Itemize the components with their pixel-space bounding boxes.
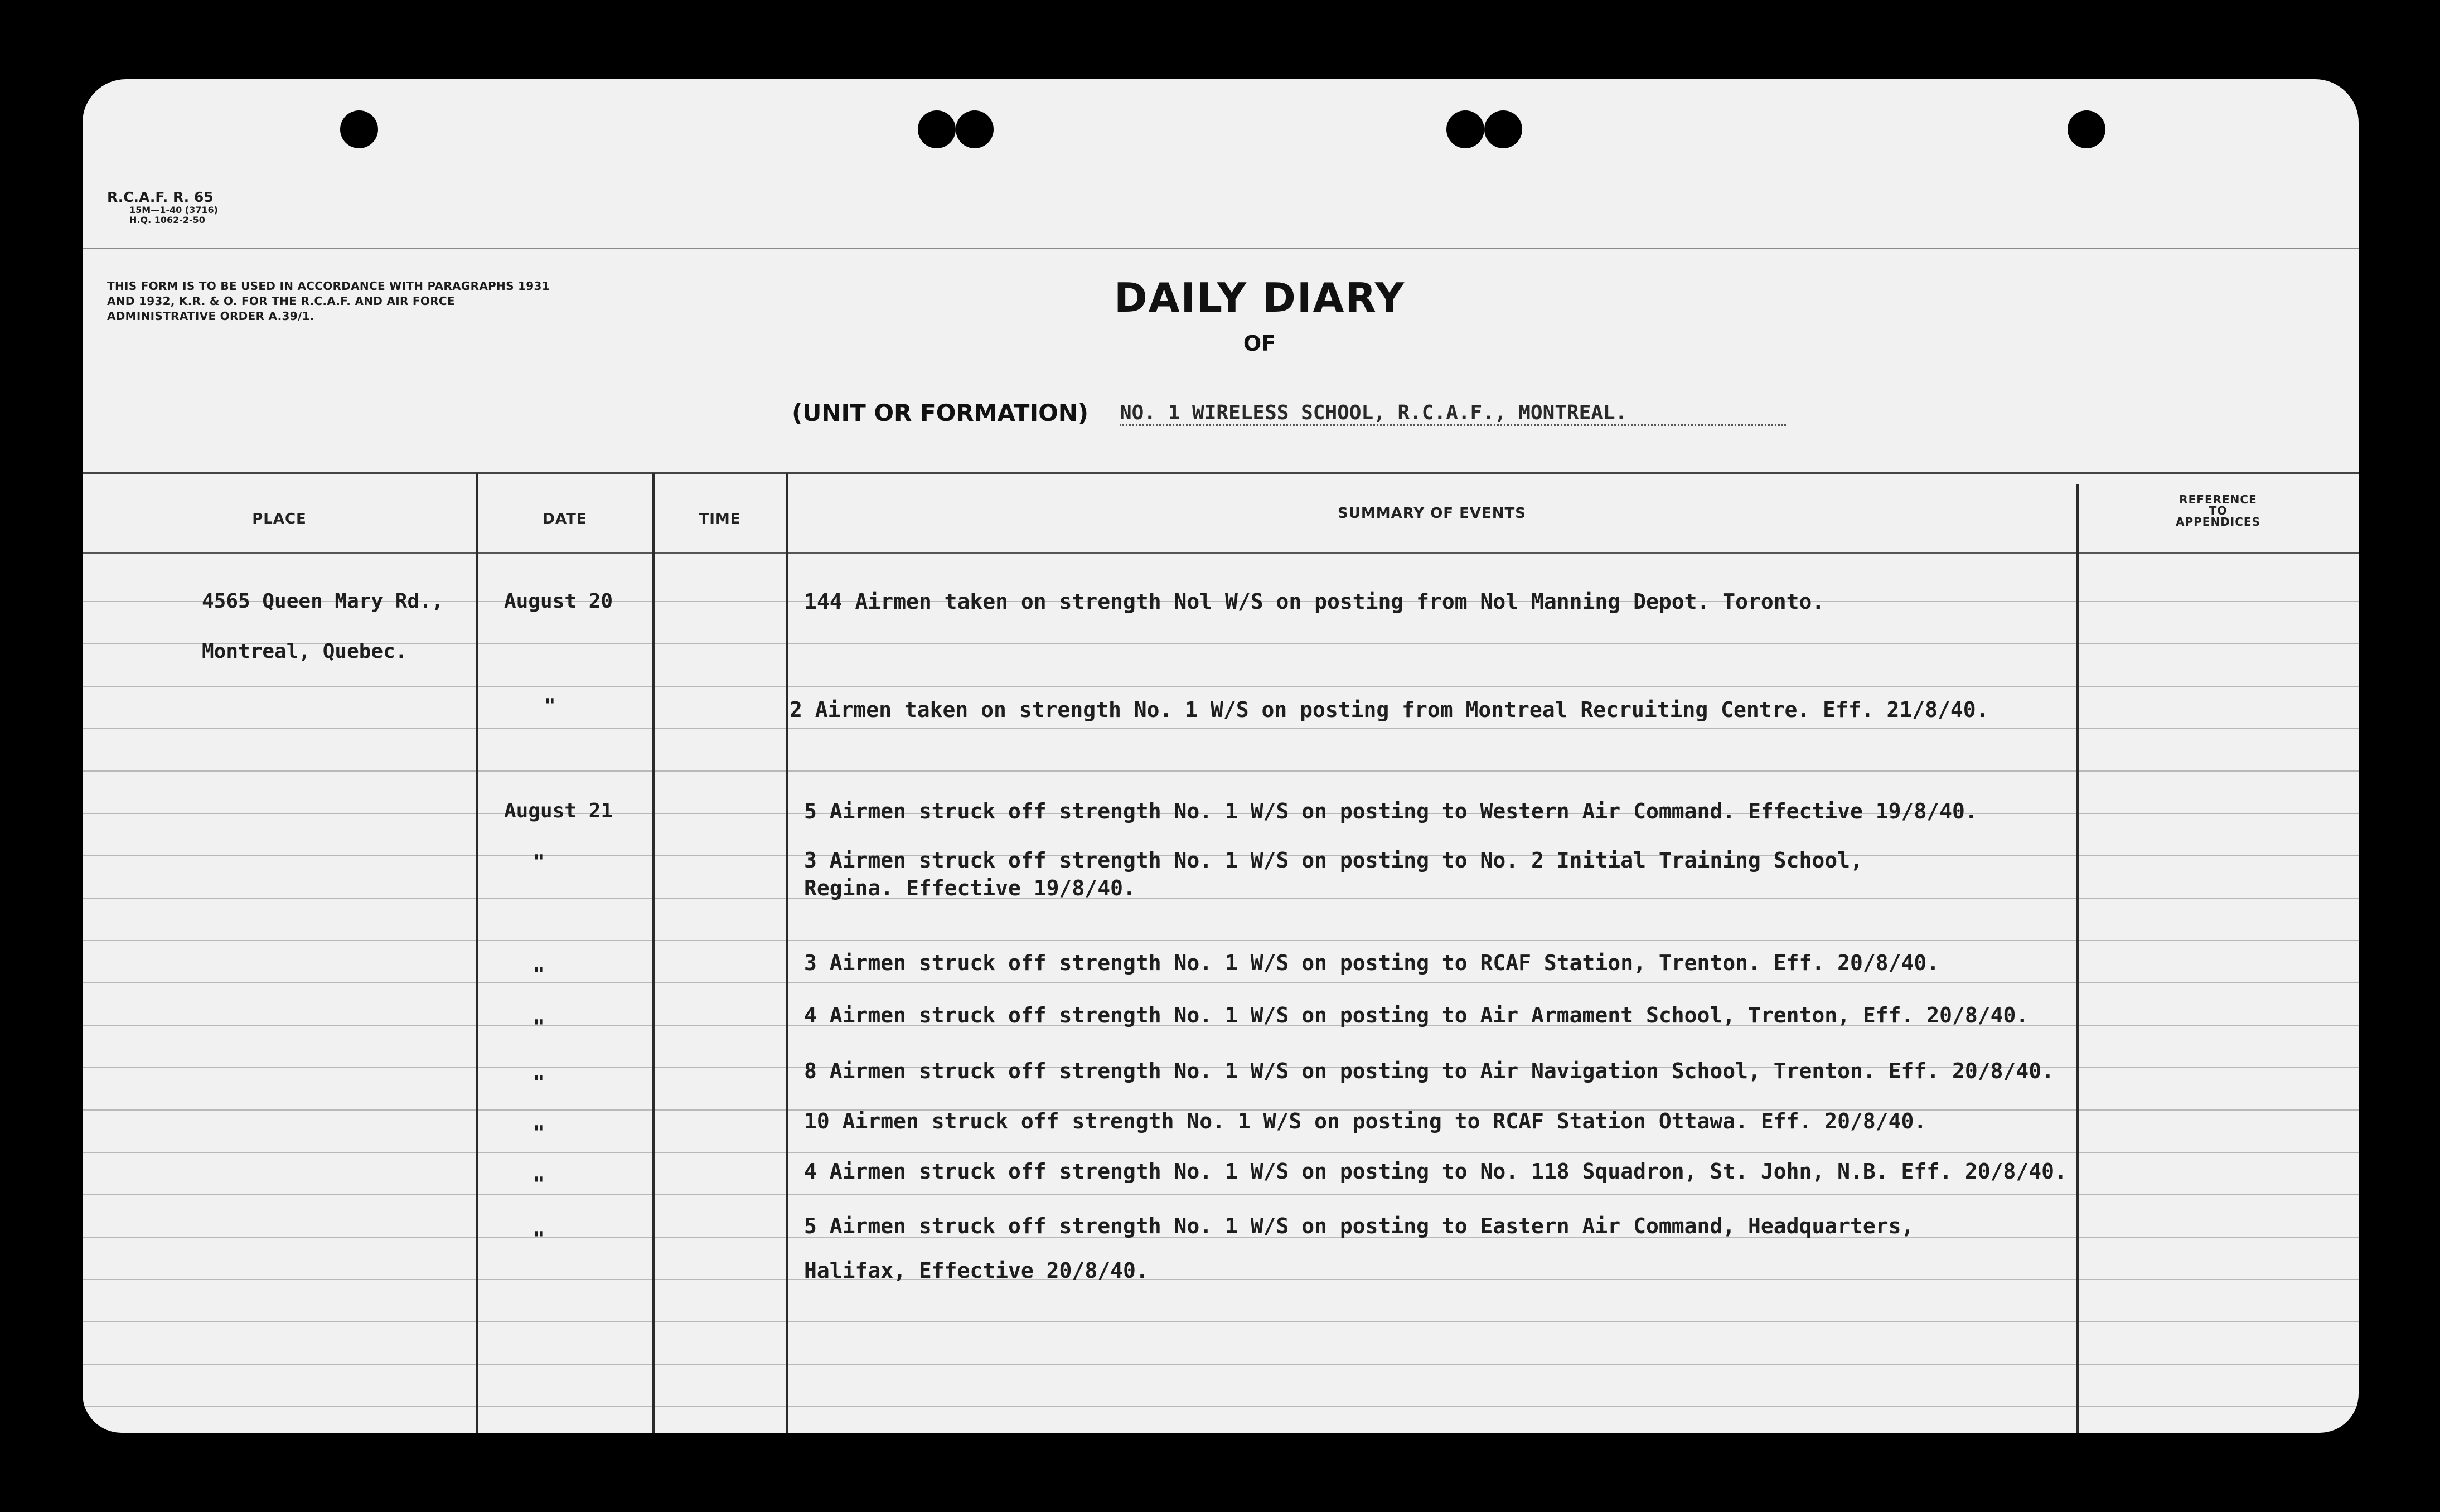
column-divider <box>2076 484 2079 1433</box>
ruled-line <box>83 898 2359 899</box>
ditto-mark: " <box>533 1016 545 1038</box>
event-entry: 2 Airmen taken on strength No. 1 W/S on posting from Montreal Recruiting Centre. Eff. 21/8/40. <box>790 697 1989 722</box>
binder-hole <box>1484 110 1522 148</box>
ruled-line <box>83 982 2359 983</box>
ruled-line <box>83 1406 2359 1407</box>
page-title: DAILY DIARY <box>1114 274 1406 321</box>
date-cell: August 20 <box>504 590 613 613</box>
place-line: 4565 Queen Mary Rd., <box>202 590 444 613</box>
column-divider <box>786 473 788 1433</box>
event-entry: 5 Airmen struck off strength No. 1 W/S on posting to Eastern Air Command, Headquarters, <box>804 1214 1914 1238</box>
unit-label: (UNIT OR FORMATION) <box>792 399 1089 427</box>
event-entry: 8 Airmen struck off strength No. 1 W/S on posting to Air Navigation School, Trenton. Eff. 20/8/40. <box>804 1059 2055 1083</box>
binder-hole <box>2068 110 2105 148</box>
binder-hole <box>918 110 956 148</box>
ditto-mark: " <box>533 851 545 873</box>
date-cell: August 21 <box>504 799 613 822</box>
ruled-line <box>83 728 2359 729</box>
reference-line: APPENDICES <box>2176 515 2260 529</box>
column-header-summary: SUMMARY OF EVENTS <box>1338 505 1526 522</box>
event-entry: Regina. Effective 19/8/40. <box>804 876 1136 900</box>
reference-line: TO <box>2209 504 2228 517</box>
event-entry: 3 Airmen struck off strength No. 1 W/S on posting to No. 2 Initial Training School, <box>804 848 1863 873</box>
column-header-date: DATE <box>543 511 587 527</box>
form-instructions: THIS FORM IS TO BE USED IN ACCORDANCE WITH PARAGRAPHS 1931 AND 1932, K.R. & O. FOR THE R.C.A.F. AND AIR FORCE ADMINISTRATIVE ORDER A.39/1. <box>107 279 550 323</box>
form-code <box>107 190 218 225</box>
event-entry: 3 Airmen struck off strength No. 1 W/S on posting to RCAF Station, Trenton. Eff. 20/8/40. <box>804 951 1940 975</box>
ruled-line <box>83 686 2359 687</box>
column-header-place: PLACE <box>252 511 307 527</box>
ditto-mark: " <box>533 963 545 986</box>
table-top-border <box>83 472 2359 474</box>
reference-line: REFERENCE <box>2179 493 2257 506</box>
form-code-line: H.Q. 1062-2-50 <box>129 215 205 225</box>
ruled-line <box>83 1321 2359 1322</box>
event-entry: Halifax, Effective 20/8/40. <box>804 1258 1149 1283</box>
diary-form-card <box>83 79 2359 1433</box>
header-divider <box>83 248 2359 249</box>
event-entry: 10 Airmen struck off strength No. 1 W/S on posting to RCAF Station Ottawa. Eff. 20/8/40. <box>804 1109 1927 1133</box>
event-entry: 4 Airmen struck off strength No. 1 W/S on posting to Air Armament School, Trenton, Eff. 20/8/40. <box>804 1003 2029 1028</box>
binder-hole <box>1446 110 1484 148</box>
ditto-mark: " <box>533 1173 545 1195</box>
binder-hole <box>956 110 994 148</box>
form-code-line: R.C.A.F. R. 65 <box>107 189 214 205</box>
ruled-line <box>83 1194 2359 1195</box>
event-entry: 5 Airmen struck off strength No. 1 W/S on posting to Western Air Command. Effective 19/8/40. <box>804 799 1978 823</box>
column-divider <box>652 473 655 1433</box>
ruled-line <box>83 1279 2359 1280</box>
place-line: Montreal, Quebec. <box>202 640 408 663</box>
table-header-border <box>83 552 2359 554</box>
event-entry: 144 Airmen taken on strength Nol W/S on posting from Nol Manning Depot. Toronto. <box>804 589 1825 614</box>
ruled-line <box>83 940 2359 941</box>
column-header-time: TIME <box>699 511 741 527</box>
title-of: OF <box>1243 331 1276 356</box>
ditto-mark: " <box>533 1228 545 1250</box>
column-divider <box>476 473 478 1433</box>
form-code-line: 15M—1-40 (3716) <box>129 205 218 215</box>
ruled-line <box>83 1364 2359 1365</box>
ruled-line <box>83 1152 2359 1153</box>
binder-hole <box>340 110 378 148</box>
ruled-line <box>83 770 2359 772</box>
event-entry: 4 Airmen struck off strength No. 1 W/S on posting to No. 118 Squadron, St. John, N.B. Eff. 20/8/40. <box>804 1159 2067 1184</box>
ruled-line <box>83 643 2359 644</box>
column-header-reference <box>2078 494 2359 527</box>
unit-value: NO. 1 WIRELESS SCHOOL, R.C.A.F., MONTREAL. <box>1120 401 1786 426</box>
ditto-mark: " <box>533 1072 545 1094</box>
ditto-mark: " <box>544 695 556 717</box>
ditto-mark: " <box>533 1122 545 1144</box>
